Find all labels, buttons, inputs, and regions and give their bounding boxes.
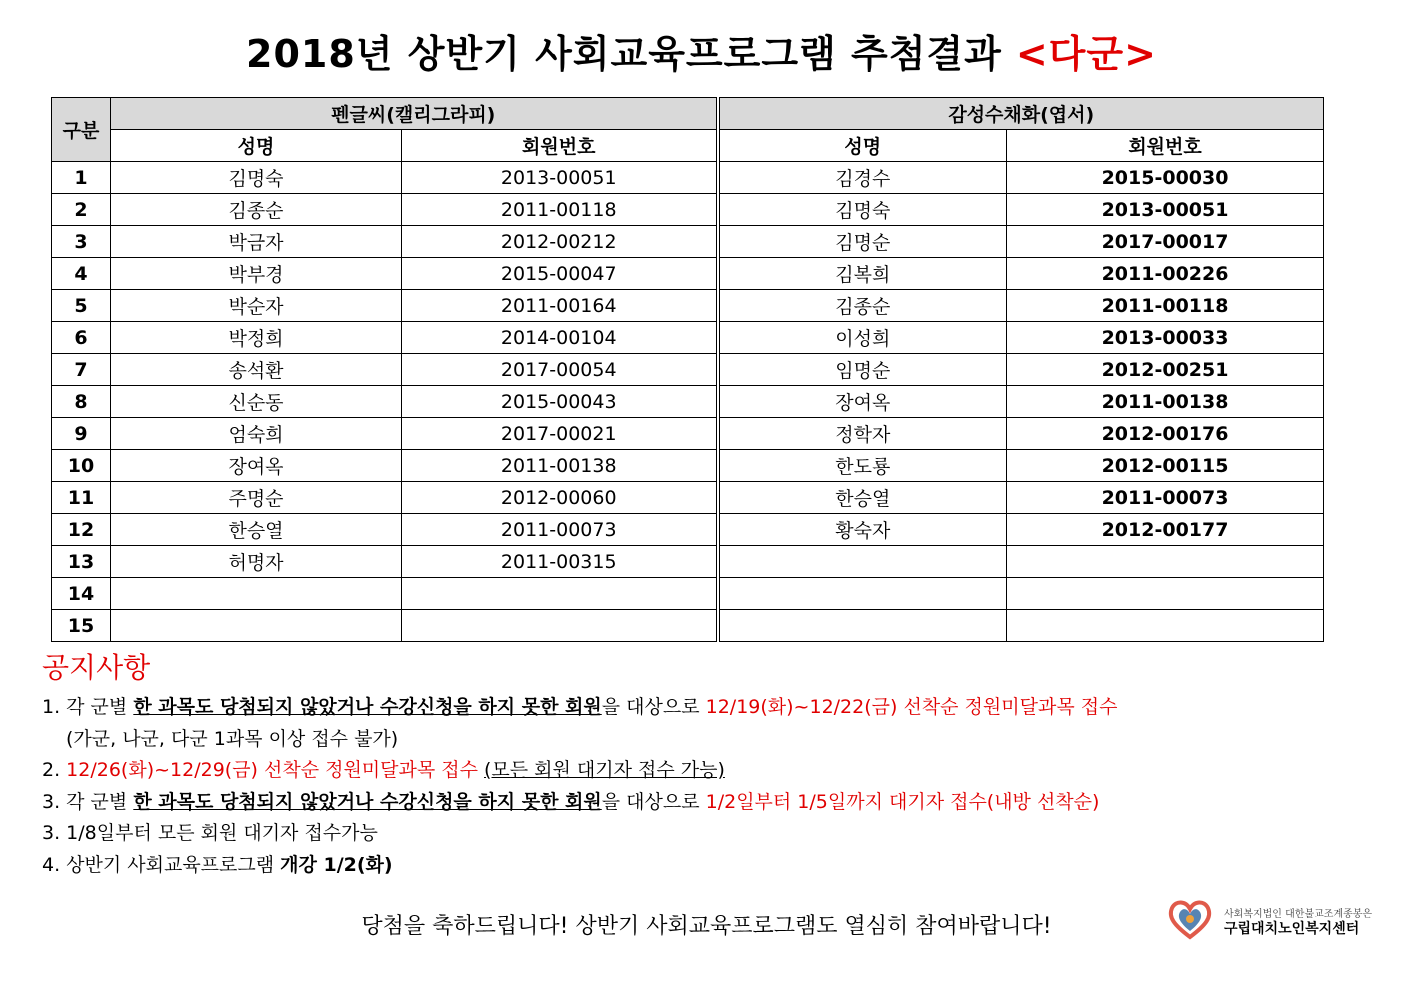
row-number: 4 (52, 258, 111, 290)
row-number: 9 (52, 418, 111, 450)
row-number: 1 (52, 162, 111, 194)
pen-member-id-cell: 2014-00104 (402, 322, 718, 354)
notice-line-5-prefix: 4. 상반기 사회교육프로그램 (42, 853, 281, 876)
watercolor-name-cell: 김종순 (718, 290, 1007, 322)
notice-line-3 (42, 787, 1342, 819)
watercolor-name-cell: 김복희 (718, 258, 1007, 290)
pen-name-cell: 신순동 (111, 386, 402, 418)
notice-line-3-target: 한 과목도 당첨되지 않았거나 수강신청을 하지 못한 회원 (133, 790, 602, 813)
title-main: 2018년 상반기 사회교육프로그램 추첨결과 (246, 32, 1002, 76)
organization-logo (1166, 897, 1373, 941)
table-row (52, 290, 1324, 322)
notice-line-2-red: 12/26(화)~12/29(금) 선착순 정원미달과목 접수 (66, 759, 485, 781)
watercolor-name-cell: 김경수 (718, 162, 1007, 194)
table-row (52, 162, 1324, 194)
table-row (52, 610, 1324, 642)
pen-member-id-cell: 2011-00073 (402, 514, 718, 546)
pen-name-cell: 엄숙희 (111, 418, 402, 450)
row-number: 13 (52, 546, 111, 578)
pen-name-cell: 김명숙 (111, 162, 402, 194)
row-number: 11 (52, 482, 111, 514)
watercolor-name-cell: 이성희 (718, 322, 1007, 354)
row-number: 5 (52, 290, 111, 322)
notice-line-5 (42, 850, 1342, 882)
table-row (52, 450, 1324, 482)
pen-name-cell: 허명자 (111, 546, 402, 578)
logo-subtitle: 사회복지법인 대한불교조계종봉은 (1224, 909, 1373, 920)
notice-line-1-target: 한 과목도 당첨되지 않았거나 수강신청을 하지 못한 회원 (133, 696, 602, 718)
row-number: 7 (52, 354, 111, 386)
pen-member-id-cell: 2017-00054 (402, 354, 718, 386)
notice-line-1b: (가군, 나군, 다군 1과목 이상 접수 불가) (66, 727, 399, 750)
pen-member-id-cell (402, 578, 718, 610)
pen-name-cell: 박부경 (111, 258, 402, 290)
pen-member-id-cell: 2011-00138 (402, 450, 718, 482)
title-group: <다군> (1015, 32, 1157, 76)
notice-line-1 (42, 692, 1342, 724)
row-number: 14 (52, 578, 111, 610)
notice-line-1-red: 12/19(화)~12/22(금) 선착순 정원미달과목 접수 (705, 696, 1118, 718)
pen-member-id-cell: 2012-00060 (402, 482, 718, 514)
notice-line-3-red: 1/2일부터 1/5일까지 대기자 접수(내방 선착순) (705, 790, 1100, 813)
notice-line-1-mid: 을 대상으로 (601, 696, 706, 718)
pen-member-id-cell: 2015-00047 (402, 258, 718, 290)
notice-line-4: 3. 1/8일부터 모든 회원 대기자 접수가능 (42, 822, 378, 844)
table-row (52, 578, 1324, 610)
pen-member-id-cell: 2015-00043 (402, 386, 718, 418)
header-course-2: 감성수채화(엽서) (718, 98, 1324, 130)
logo-name: 구립대치노인복지센터 (1224, 921, 1360, 937)
table-row (52, 386, 1324, 418)
pen-name-cell: 송석환 (111, 354, 402, 386)
pen-member-id-cell (402, 610, 718, 642)
watercolor-member-id-cell: 2012-00115 (1007, 450, 1324, 482)
table-row (52, 482, 1324, 514)
watercolor-name-cell: 한승열 (718, 482, 1007, 514)
header-row-fields (52, 130, 1324, 162)
congratulations-message: 당첨을 축하드립니다! 상반기 사회교육프로그램도 열심히 참여바랍니다! (361, 914, 1052, 939)
watercolor-member-id-cell (1007, 546, 1324, 578)
table-row (52, 194, 1324, 226)
watercolor-member-id-cell: 2012-00177 (1007, 514, 1324, 546)
row-number: 12 (52, 514, 111, 546)
watercolor-member-id-cell: 2013-00051 (1007, 194, 1324, 226)
watercolor-name-cell: 정학자 (718, 418, 1007, 450)
table-row (52, 322, 1324, 354)
pen-member-id-cell: 2012-00212 (402, 226, 718, 258)
header-member-1: 회원번호 (402, 130, 718, 162)
header-gubun: 구분 (52, 98, 111, 162)
header-member-2: 회원번호 (1007, 130, 1324, 162)
watercolor-name-cell (718, 578, 1007, 610)
watercolor-name-cell: 한도룡 (718, 450, 1007, 482)
watercolor-member-id-cell: 2017-00017 (1007, 226, 1324, 258)
table-row (52, 546, 1324, 578)
watercolor-member-id-cell: 2011-00118 (1007, 290, 1324, 322)
table-row (52, 226, 1324, 258)
notice-line-2-underlined: (모든 회원 대기자 접수 가능) (484, 759, 725, 781)
watercolor-name-cell: 김명숙 (718, 194, 1007, 226)
notice-line-1-prefix: 1. 각 군별 (42, 696, 134, 718)
row-number: 8 (52, 386, 111, 418)
pen-name-cell: 주명순 (111, 482, 402, 514)
pen-member-id-cell: 2011-00164 (402, 290, 718, 322)
watercolor-member-id-cell: 2015-00030 (1007, 162, 1324, 194)
pen-name-cell: 한승열 (111, 514, 402, 546)
watercolor-name-cell: 황숙자 (718, 514, 1007, 546)
table-row (52, 418, 1324, 450)
pen-member-id-cell: 2011-00315 (402, 546, 718, 578)
watercolor-member-id-cell: 2011-00138 (1007, 386, 1324, 418)
watercolor-name-cell (718, 546, 1007, 578)
watercolor-member-id-cell (1007, 578, 1324, 610)
pen-member-id-cell: 2017-00021 (402, 418, 718, 450)
row-number: 2 (52, 194, 111, 226)
row-number: 6 (52, 322, 111, 354)
pen-name-cell: 박순자 (111, 290, 402, 322)
watercolor-member-id-cell: 2012-00176 (1007, 418, 1324, 450)
watercolor-name-cell: 김명순 (718, 226, 1007, 258)
header-name-1: 성명 (111, 130, 402, 162)
notice-line-2 (42, 755, 1342, 787)
pen-member-id-cell: 2011-00118 (402, 194, 718, 226)
heart-logo-icon (1166, 897, 1214, 941)
watercolor-name-cell: 임명순 (718, 354, 1007, 386)
notice-line-3-mid: 을 대상으로 (601, 790, 706, 813)
table-row (52, 258, 1324, 290)
results-table (51, 97, 1324, 642)
notice-section (42, 648, 1342, 881)
table-row (52, 514, 1324, 546)
row-number: 15 (52, 610, 111, 642)
watercolor-name-cell (718, 610, 1007, 642)
header-row-course (52, 98, 1324, 130)
notice-line-2-prefix: 2. (42, 759, 67, 781)
pen-name-cell: 김종순 (111, 194, 402, 226)
watercolor-member-id-cell: 2012-00251 (1007, 354, 1324, 386)
notice-line-3-prefix: 3. 각 군별 (42, 790, 134, 813)
watercolor-member-id-cell (1007, 610, 1324, 642)
header-name-2: 성명 (718, 130, 1007, 162)
watercolor-member-id-cell: 2011-00073 (1007, 482, 1324, 514)
row-number: 10 (52, 450, 111, 482)
notice-line-5-bold: 개강 1/2(화) (280, 853, 393, 876)
pen-name-cell: 박금자 (111, 226, 402, 258)
table-row (52, 354, 1324, 386)
watercolor-member-id-cell: 2013-00033 (1007, 322, 1324, 354)
pen-name-cell (111, 578, 402, 610)
pen-name-cell: 장여옥 (111, 450, 402, 482)
pen-name-cell (111, 610, 402, 642)
page-title (0, 28, 1403, 80)
pen-member-id-cell: 2013-00051 (402, 162, 718, 194)
pen-name-cell: 박정희 (111, 322, 402, 354)
header-course-1: 펜글씨(캘리그라피) (111, 98, 718, 130)
row-number: 3 (52, 226, 111, 258)
notice-title: 공지사항 (42, 651, 151, 684)
watercolor-name-cell: 장여옥 (718, 386, 1007, 418)
watercolor-member-id-cell: 2011-00226 (1007, 258, 1324, 290)
